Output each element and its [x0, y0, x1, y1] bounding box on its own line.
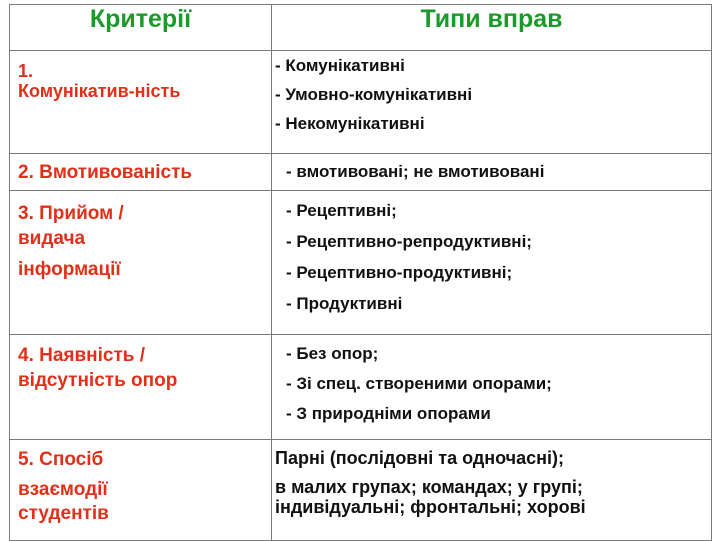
types-cell: [272, 440, 712, 541]
type-item: - З природніми опорами: [286, 404, 491, 423]
types-cell: [272, 191, 712, 335]
criteria-text: інформації: [18, 259, 121, 280]
type-item: - Продуктивні: [286, 294, 403, 313]
table-row: [10, 335, 712, 440]
type-item: - Без опор;: [286, 344, 379, 363]
table-row: [10, 51, 712, 154]
criteria-cell: [10, 191, 272, 335]
exercise-types-table: [9, 4, 712, 541]
criteria-text: Комунікатив-ність: [18, 81, 181, 101]
type-item: - Рецептивно-репродуктивні;: [286, 232, 532, 251]
type-item: - Умовно-комунікативні: [275, 85, 473, 104]
type-item: - вмотивовані; не вмотивовані: [286, 162, 545, 181]
criteria-cell: [10, 335, 272, 440]
criteria-cell: [10, 154, 272, 191]
criteria-text: 1.: [18, 61, 34, 81]
criteria-text: видача: [18, 228, 86, 249]
type-item: індивідуальні; фронтальні; хорові: [275, 497, 586, 517]
type-item: Парні (послідовні та одночасні);: [275, 448, 565, 468]
criteria-text: взаємодії: [18, 479, 108, 500]
criteria-cell: [10, 440, 272, 541]
table-row: [10, 191, 712, 335]
type-item: - Рецептивні;: [286, 201, 397, 220]
types-cell: [272, 51, 712, 154]
header-types: Типи вправ: [272, 5, 712, 51]
table-row: [10, 154, 712, 191]
criteria-cell: [10, 51, 272, 154]
criteria-text: 2. Вмотивованість: [18, 162, 193, 183]
type-item: - Комунікативні: [275, 56, 405, 75]
criteria-text: 3. Прийом /: [18, 203, 124, 224]
header-criteria: Критерії: [10, 5, 272, 51]
criteria-text: 5. Спосіб: [18, 449, 104, 470]
table-header-row: [10, 5, 712, 51]
type-item: - Рецептивно-продуктивні;: [286, 263, 513, 282]
type-item: - Некомунікативні: [275, 114, 425, 133]
criteria-text: відсутність опор: [18, 370, 178, 391]
types-cell: [272, 154, 712, 191]
type-item: - Зі спец. створеними опорами;: [286, 374, 552, 393]
table-row: [10, 440, 712, 541]
types-cell: [272, 335, 712, 440]
criteria-text: студентів: [18, 503, 109, 524]
criteria-text: 4. Наявність /: [18, 345, 146, 366]
type-item: в малих групах; командах; у групі;: [275, 477, 583, 497]
